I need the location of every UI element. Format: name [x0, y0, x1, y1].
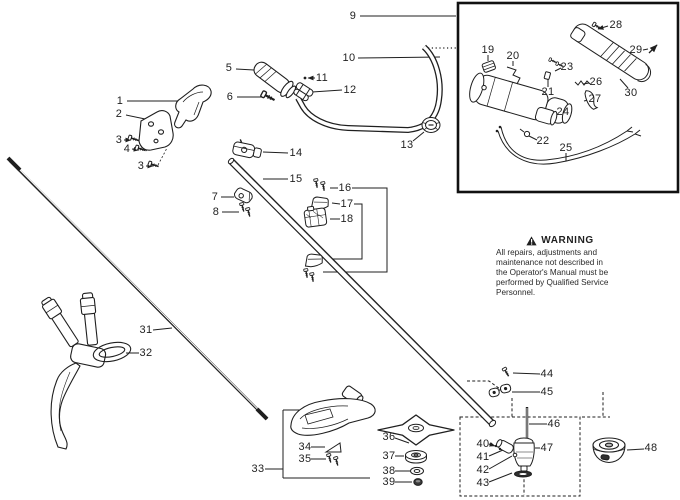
screw-8a: [239, 202, 245, 212]
part-drawing-line-limiter: [326, 443, 341, 452]
warning-line: Personnel.: [496, 288, 536, 297]
part-drawing-gear-head: [495, 438, 534, 477]
warning-triangle-icon: [526, 236, 537, 246]
part-drawing-grip: [250, 58, 298, 100]
screw-8b: [245, 207, 251, 217]
part-label-18: 18: [340, 213, 354, 225]
part-label-7: 7: [211, 191, 219, 203]
part-label-13: 13: [400, 139, 414, 151]
part-drawing-nut: [414, 479, 422, 486]
warning-text: [496, 248, 624, 298]
part-label-1: 1: [116, 95, 124, 107]
part-label-6: 6: [226, 91, 234, 103]
part-drawing-shaft-tube: [227, 157, 496, 427]
part-label-33: 33: [251, 463, 265, 475]
part-label-4: 4: [123, 143, 131, 155]
part-label-46: 46: [547, 418, 561, 430]
part-label-42: 42: [476, 464, 490, 476]
part-drawing-handlebar: [298, 47, 440, 130]
part-label-19: 19: [481, 44, 495, 56]
screw-3a: [128, 135, 140, 143]
part-label-16: 16: [338, 182, 352, 194]
part-drawing-shield: [291, 385, 375, 435]
part-label-47: 47: [540, 442, 554, 454]
part-drawing-harness: [41, 293, 132, 449]
warning-line: the Operator's Manual must be: [496, 268, 609, 277]
part-label-3: 3: [137, 160, 145, 172]
part-label-43: 43: [476, 477, 490, 489]
part-drawing-tube-clamp: [488, 383, 512, 397]
part-label-15: 15: [289, 173, 303, 185]
part-label-48: 48: [644, 442, 658, 454]
part-label-5: 5: [225, 62, 233, 74]
part-drawing-lower-clamp: [233, 187, 254, 204]
part-label-23: 23: [560, 61, 574, 73]
part-label-10: 10: [342, 52, 356, 64]
screw-44: [502, 367, 511, 377]
part-label-30: 30: [624, 87, 638, 99]
part-label-24: 24: [556, 106, 570, 118]
warning-line: performed by Qualified Service: [496, 278, 609, 287]
part-label-21: 21: [541, 86, 555, 98]
warning-box: [496, 235, 624, 298]
part-label-39: 39: [382, 476, 396, 488]
screw-16d: [310, 272, 316, 282]
warning-line: maintenance not described in: [496, 258, 603, 267]
part-drawing-trimmer-head: [593, 438, 625, 463]
part-label-31: 31: [139, 324, 153, 336]
part-drawing-mount-plate: [139, 111, 173, 151]
screw-16b: [321, 181, 327, 191]
screw-6: [260, 90, 276, 102]
part-label-44: 44: [540, 368, 554, 380]
part-drawing-washer: [411, 467, 424, 474]
screw-35b: [333, 456, 339, 466]
part-label-41: 41: [476, 451, 490, 463]
screw-35a: [326, 453, 332, 463]
part-label-34: 34: [298, 441, 312, 453]
screw-16a: [314, 178, 320, 188]
part-label-3: 3: [115, 134, 123, 146]
warning-title: WARNING: [541, 235, 594, 246]
part-label-20: 20: [506, 50, 520, 62]
part-label-27: 27: [588, 93, 602, 105]
part-drawing-blade: [378, 415, 454, 445]
part-label-2: 2: [115, 108, 123, 120]
part-label-22: 22: [536, 135, 550, 147]
part-label-17: 17: [340, 198, 354, 210]
part-label-29: 29: [629, 44, 643, 56]
part-label-12: 12: [343, 84, 357, 96]
part-label-25: 25: [559, 142, 573, 154]
part-label-8: 8: [212, 206, 220, 218]
screw-3b: [148, 161, 160, 169]
screw-11: [304, 77, 307, 80]
part-label-37: 37: [382, 450, 396, 462]
part-drawing-knob: [422, 118, 440, 133]
screw-16c: [304, 268, 310, 278]
part-drawing-upper-clamp: [232, 138, 263, 159]
part-label-45: 45: [540, 386, 554, 398]
part-label-26: 26: [589, 76, 603, 88]
part-drawing-support-cup: [406, 451, 427, 464]
part-drawing-cover: [175, 85, 212, 128]
warning-line: All repairs, adjustments and: [496, 248, 598, 257]
part-label-9: 9: [349, 10, 357, 22]
part-label-35: 35: [298, 453, 312, 465]
part-label-14: 14: [289, 147, 303, 159]
part-label-32: 32: [139, 347, 153, 359]
part-label-40: 40: [476, 438, 490, 450]
part-label-36: 36: [382, 431, 396, 443]
part-label-28: 28: [609, 19, 623, 31]
part-label-11: 11: [315, 72, 329, 84]
part-drawing-bar-clamp: [292, 82, 314, 103]
part-label-38: 38: [382, 465, 396, 477]
